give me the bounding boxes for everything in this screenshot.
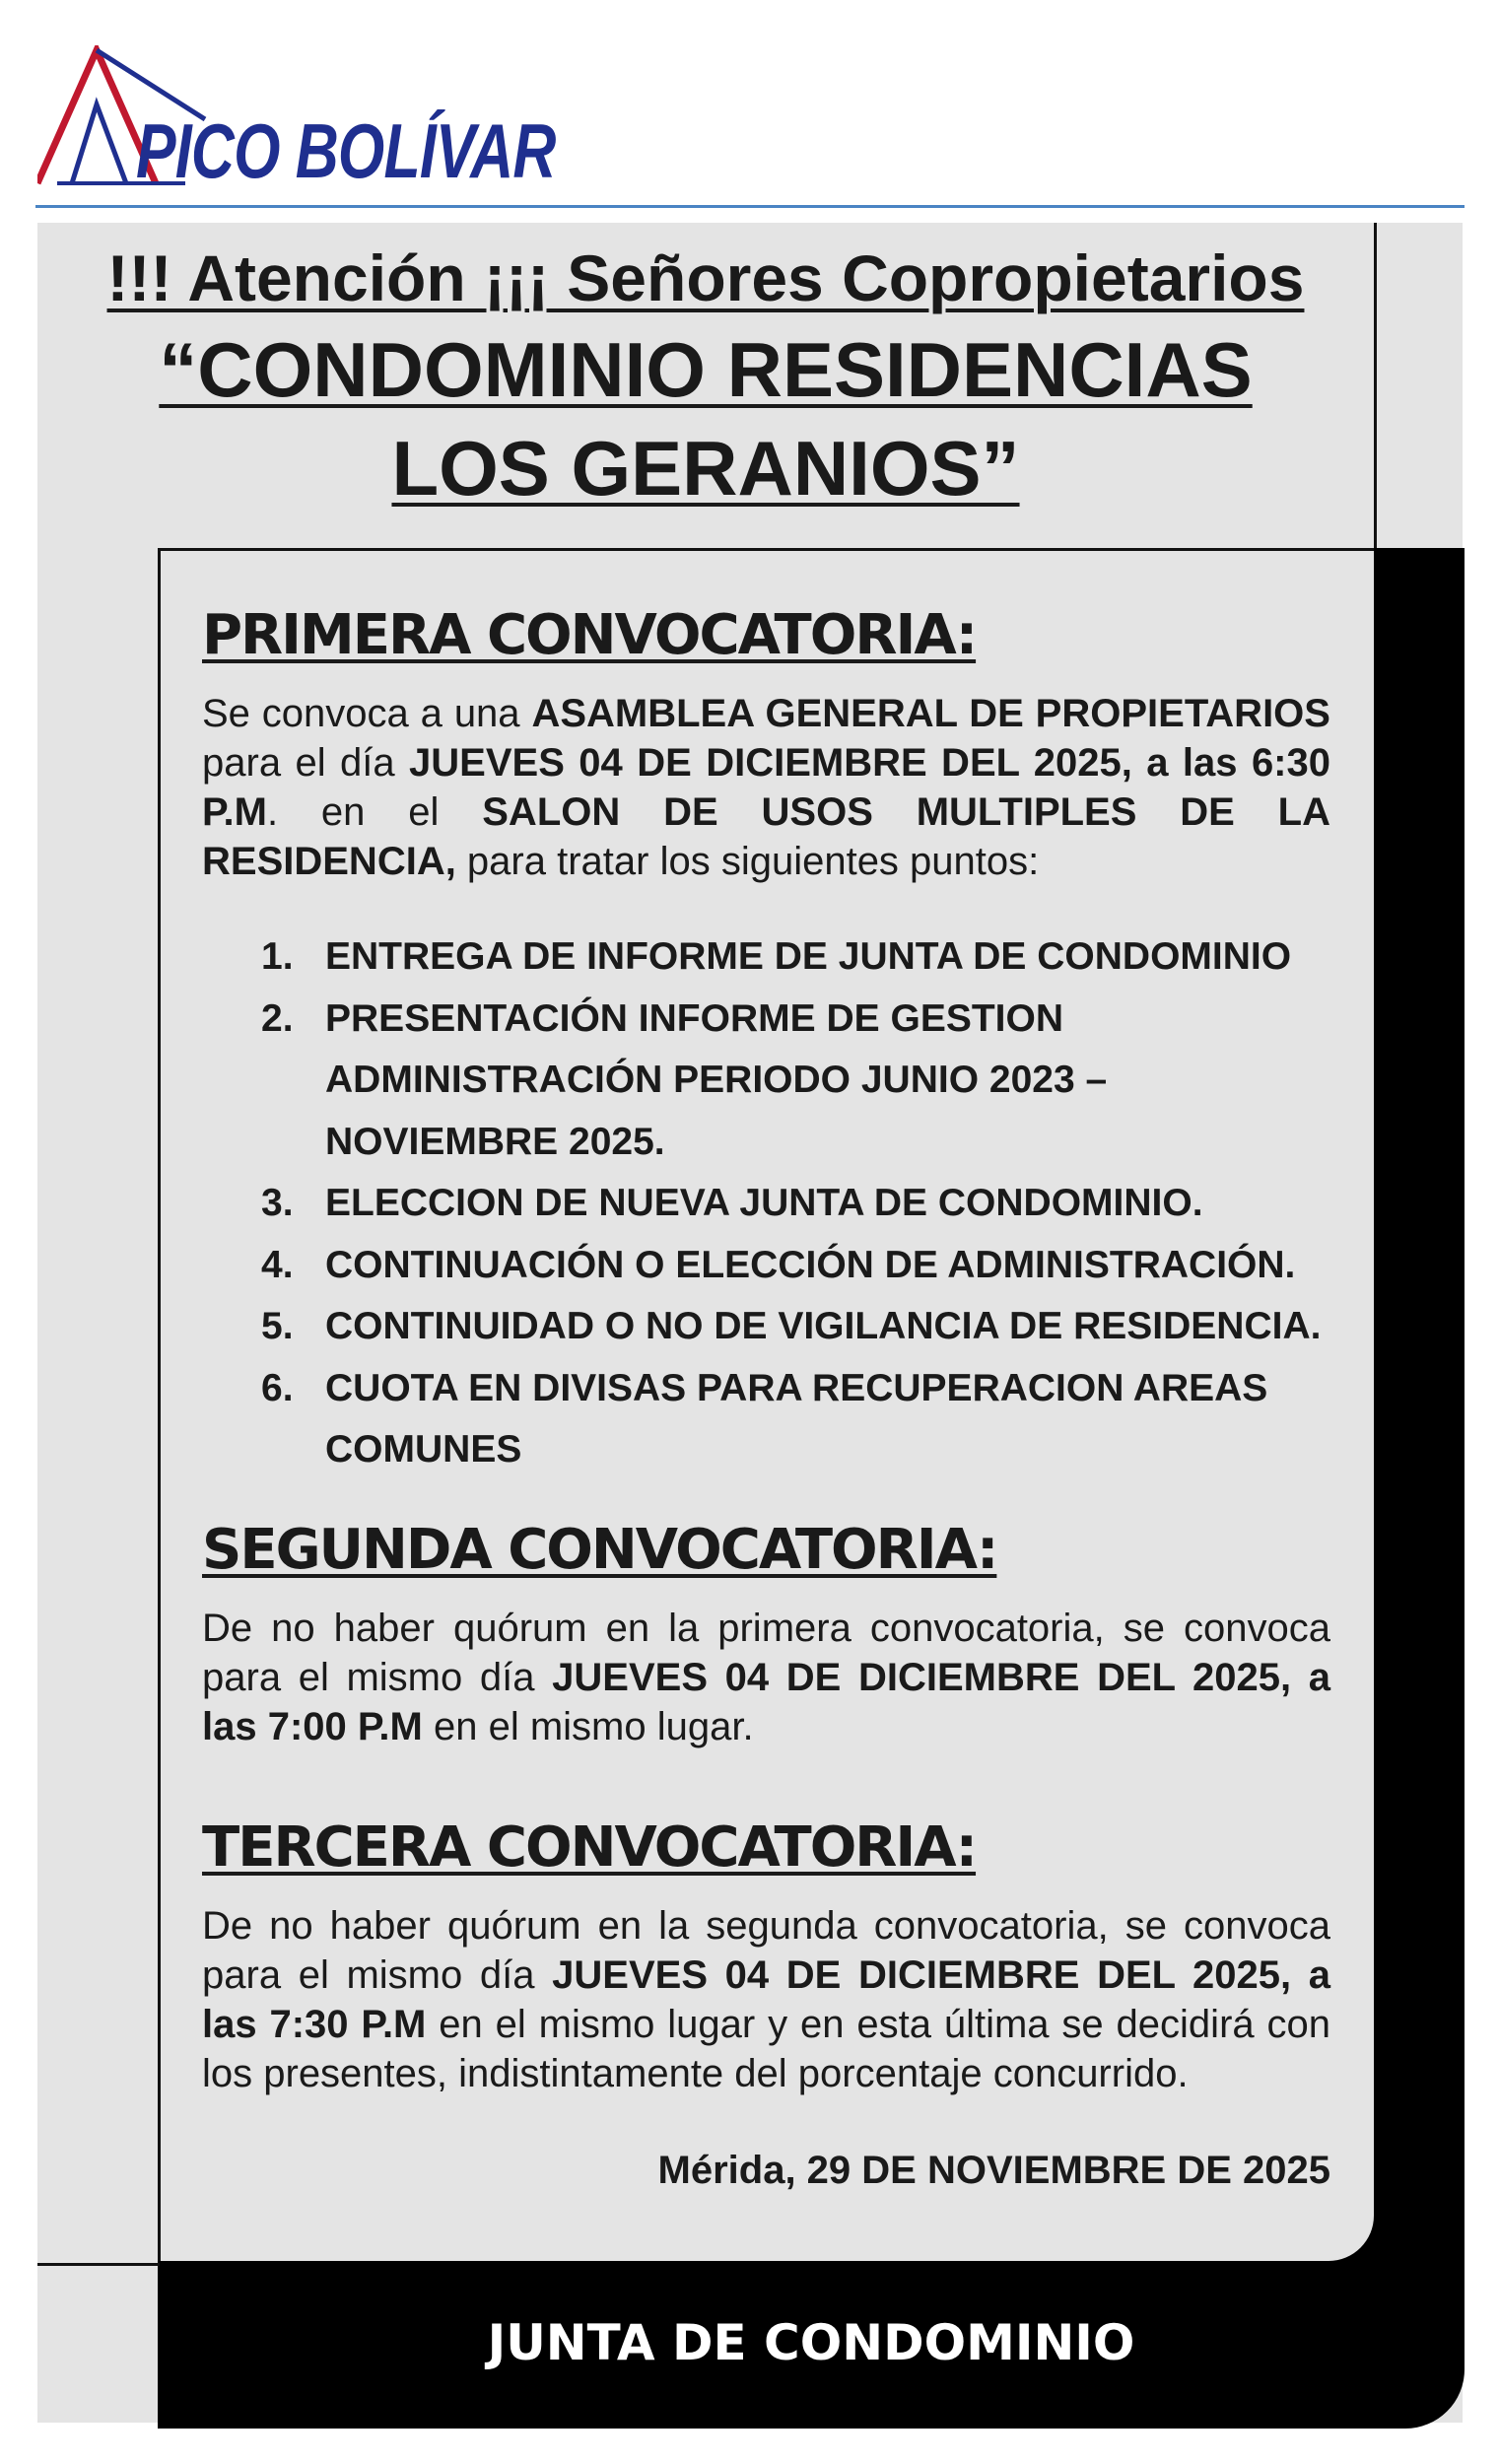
signature: JUNTA DE CONDOMINIO [487, 2314, 1135, 2371]
segunda-heading: SEGUNDA CONVOCATORIA: [202, 1518, 997, 1582]
list-item: 2. PRESENTACIÓN INFORME DE GESTION ADMINISTRACIÓN PERIODO JUNIO 2023 – NOVIEMBRE 2025. [261, 996, 1108, 1163]
title-line-3: LOS GERANIOS” [391, 425, 1020, 512]
title-line-2: “CONDOMINIO RESIDENCIAS [159, 326, 1253, 413]
list-item: 3. ELECCION DE NUEVA JUNTA DE CONDOMINIO. [261, 1182, 1203, 1224]
primera-paragraph: Se convoca a una ASAMBLEA GENERAL DE PROPIETARIOS para el día JUEVES 04 DE DICIEMBRE DEL 2025, a las 6:30 P.M. en el SALON DE USOS MULTIPLES DE LA RESIDENCIA, para tratar los siguientes puntos: [202, 692, 1330, 883]
primera-section [202, 603, 1330, 886]
tercera-heading: TERCERA CONVOCATORIA: [202, 1815, 977, 1880]
frame-vertical-line [1374, 223, 1377, 550]
frame-horizontal-line [37, 2263, 160, 2266]
list-item: 5. CONTINUIDAD O NO DE VIGILANCIA DE RESIDENCIA. [261, 1305, 1322, 1347]
header-divider [35, 205, 1465, 208]
logo-text: PICO BOLÍVAR [136, 107, 556, 194]
agenda-list [251, 926, 1345, 1481]
list-item: 4. CONTINUACIÓN O ELECCIÓN DE ADMINISTRACIÓN. [261, 1243, 1296, 1286]
list-item: 6. CUOTA EN DIVISAS PARA RECUPERACION AREAS COMUNES [261, 1366, 1268, 1471]
tercera-section [202, 1815, 1330, 2098]
segunda-paragraph: De no haber quórum en la primera convocatoria, se convoca para el mismo día JUEVES 04 DE DICIEMBRE DEL 2025, a las 7:00 P.M en el mismo lugar. [202, 1607, 1330, 1748]
list-item: 1. ENTREGA DE INFORME DE JUNTA DE CONDOMINIO [261, 935, 1292, 978]
segunda-section [202, 1518, 1330, 1751]
title-line-1: !!! Atención ¡¡¡ Señores Copropietarios [106, 241, 1305, 314]
date-line: Mérida, 29 DE NOVIEMBRE DE 2025 [657, 2149, 1330, 2192]
tercera-paragraph: De no haber quórum en la segunda convocatoria, se convoca para el mismo día JUEVES 04 DE DICIEMBRE DEL 2025, a las 7:30 P.M en el mismo lugar y en esta última se decidirá con los presentes, indistintamente del porcentaje concurrido. [202, 1904, 1331, 2095]
primera-heading: PRIMERA CONVOCATORIA: [202, 603, 977, 667]
pico-bolivar-logo [37, 45, 556, 194]
